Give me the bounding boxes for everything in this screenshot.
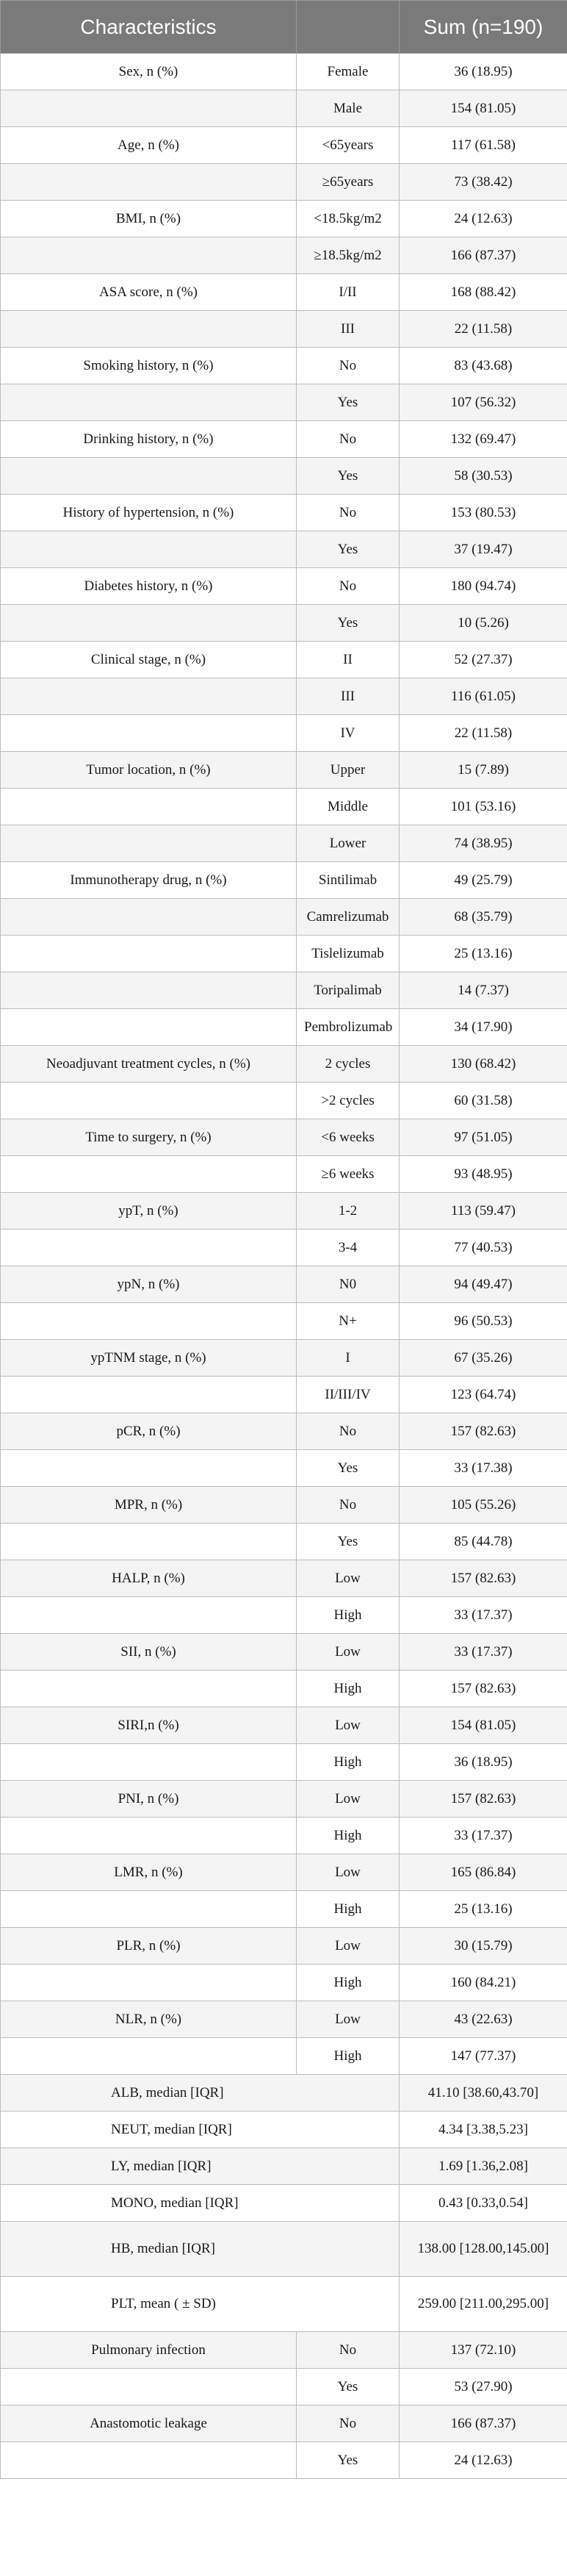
characteristic-cell: Sex, n (%) [1,54,297,90]
subgroup-cell: Lower [297,825,400,862]
characteristic-cell [1,1377,297,1413]
sum-cell: 41.10 [38.60,43.70] [400,2075,567,2112]
subgroup-cell: Female [297,54,400,90]
subgroup-cell: Yes [297,1450,400,1487]
table-row [1,384,567,421]
sum-cell: 138.00 [128.00,145.00] [400,2222,567,2277]
characteristic-cell: LY, median [IQR] [1,2148,400,2185]
subgroup-cell: No [297,1487,400,1524]
characteristic-cell [1,1524,297,1560]
sum-cell: 166 (87.37) [400,237,567,274]
characteristic-cell [1,936,297,972]
sum-cell: 97 (51.05) [400,1119,567,1156]
subgroup-cell: N0 [297,1266,400,1303]
characteristic-cell [1,825,297,862]
characteristic-cell: History of hypertension, n (%) [1,495,297,531]
characteristic-cell: Tumor location, n (%) [1,752,297,789]
subgroup-cell: Yes [297,2442,400,2479]
sum-cell: 0.43 [0.33,0.54] [400,2185,567,2222]
characteristic-cell: NLR, n (%) [1,2001,297,2038]
characteristic-cell: PLT, mean ( ± SD) [1,2277,400,2332]
table-row [1,1266,567,1303]
table-row [1,164,567,201]
sum-cell: 1.69 [1.36,2.08] [400,2148,567,2185]
table-row [1,789,567,825]
sum-cell: 14 (7.37) [400,972,567,1009]
subgroup-cell: High [297,1891,400,1928]
sum-cell: 157 (82.63) [400,1781,567,1818]
table-row [1,495,567,531]
subgroup-cell: Low [297,1854,400,1891]
table-row [1,1671,567,1707]
sum-cell: 53 (27.90) [400,2369,567,2405]
table-row [1,1597,567,1634]
table-row [1,1744,567,1781]
sum-cell: 25 (13.16) [400,1891,567,1928]
sum-cell: 10 (5.26) [400,605,567,642]
characteristic-cell: Time to surgery, n (%) [1,1119,297,1156]
characteristic-cell: Neoadjuvant treatment cycles, n (%) [1,1046,297,1083]
characteristic-cell [1,1671,297,1707]
characteristic-cell: PLR, n (%) [1,1928,297,1965]
characteristic-cell: pCR, n (%) [1,1413,297,1450]
table-body [1,54,567,2479]
table-row [1,1046,567,1083]
subgroup-cell: High [297,2038,400,2075]
table-row [1,1083,567,1119]
sum-cell: 157 (82.63) [400,1671,567,1707]
subgroup-cell: ≥6 weeks [297,1156,400,1193]
subgroup-cell: Low [297,2001,400,2038]
table-row [1,1854,567,1891]
sum-cell: 154 (81.05) [400,1707,567,1744]
subgroup-cell: Camrelizumab [297,899,400,936]
subgroup-cell: Yes [297,2369,400,2405]
sum-cell: 52 (27.37) [400,642,567,678]
sum-cell: 165 (86.84) [400,1854,567,1891]
sum-cell: 153 (80.53) [400,495,567,531]
characteristic-cell: Anastomotic leakage [1,2405,297,2442]
table-row [1,1340,567,1377]
sum-cell: 107 (56.32) [400,384,567,421]
sum-cell: 154 (81.05) [400,90,567,127]
sum-cell: 113 (59.47) [400,1193,567,1230]
subgroup-cell: <65years [297,127,400,164]
subgroup-cell: IV [297,715,400,752]
sum-cell: 58 (30.53) [400,458,567,495]
characteristic-cell: Diabetes history, n (%) [1,568,297,605]
table-row [1,421,567,458]
subgroup-cell: No [297,2405,400,2442]
subgroup-cell: >2 cycles [297,1083,400,1119]
characteristic-cell [1,384,297,421]
table-row [1,936,567,972]
sum-cell: 180 (94.74) [400,568,567,605]
subgroup-cell: Yes [297,458,400,495]
subgroup-cell: I [297,1340,400,1377]
table-row [1,90,567,127]
characteristic-cell: Smoking history, n (%) [1,348,297,384]
sum-cell: 168 (88.42) [400,274,567,311]
table-row [1,1230,567,1266]
characteristic-cell [1,458,297,495]
characteristic-cell: MONO, median [IQR] [1,2185,400,2222]
table-row [1,2038,567,2075]
subgroup-cell: High [297,1671,400,1707]
table-row [1,1450,567,1487]
sum-cell: 85 (44.78) [400,1524,567,1560]
subgroup-cell: High [297,1818,400,1854]
characteristic-cell [1,311,297,348]
subgroup-cell: Yes [297,384,400,421]
subgroup-cell: Toripalimab [297,972,400,1009]
subgroup-cell: No [297,495,400,531]
characteristic-cell [1,1597,297,1634]
sum-cell: 116 (61.05) [400,678,567,715]
subgroup-cell: No [297,421,400,458]
sum-cell: 67 (35.26) [400,1340,567,1377]
table-row [1,825,567,862]
characteristic-cell: Pulmonary infection [1,2332,297,2369]
sum-cell: 157 (82.63) [400,1413,567,1450]
sum-cell: 24 (12.63) [400,2442,567,2479]
table-row [1,1009,567,1046]
sum-cell: 33 (17.37) [400,1597,567,1634]
table-row [1,1891,567,1928]
table-row [1,752,567,789]
sum-cell: 73 (38.42) [400,164,567,201]
table-row [1,568,567,605]
subgroup-cell: Tislelizumab [297,936,400,972]
characteristic-cell: SIRI,n (%) [1,1707,297,1744]
sum-cell: 157 (82.63) [400,1560,567,1597]
table-row [1,1818,567,1854]
table-row [1,1193,567,1230]
sum-cell: 24 (12.63) [400,201,567,237]
sum-cell: 37 (19.47) [400,531,567,568]
characteristic-cell [1,164,297,201]
table-row [1,458,567,495]
subgroup-cell: III [297,678,400,715]
table-row [1,531,567,568]
characteristic-cell: MPR, n (%) [1,1487,297,1524]
table-row [1,862,567,899]
table-row [1,2277,567,2332]
sum-cell: 30 (15.79) [400,1928,567,1965]
table-row [1,2148,567,2185]
sum-cell: 147 (77.37) [400,2038,567,2075]
sum-cell: 94 (49.47) [400,1266,567,1303]
characteristic-cell: Age, n (%) [1,127,297,164]
subgroup-cell: N+ [297,1303,400,1340]
table-row [1,1781,567,1818]
characteristic-cell: ypTNM stage, n (%) [1,1340,297,1377]
table-row [1,678,567,715]
sum-cell: 36 (18.95) [400,54,567,90]
sum-cell: 49 (25.79) [400,862,567,899]
characteristic-cell: SII, n (%) [1,1634,297,1671]
sum-cell: 33 (17.37) [400,1634,567,1671]
table-row [1,1928,567,1965]
table-row [1,54,567,90]
sum-cell: 4.34 [3.38,5.23] [400,2112,567,2148]
table-row [1,2369,567,2405]
table-row [1,1487,567,1524]
subgroup-cell: 3-4 [297,1230,400,1266]
characteristic-cell: NEUT, median [IQR] [1,2112,400,2148]
characteristic-cell [1,1891,297,1928]
subgroup-cell: II [297,642,400,678]
subgroup-cell: 1-2 [297,1193,400,1230]
characteristic-cell [1,2369,297,2405]
characteristic-cell [1,605,297,642]
sum-cell: 22 (11.58) [400,311,567,348]
characteristic-cell [1,1965,297,2001]
table-row [1,2001,567,2038]
sum-cell: 68 (35.79) [400,899,567,936]
characteristic-cell [1,237,297,274]
subgroup-cell: Male [297,90,400,127]
header-characteristics: Characteristics [1,1,297,54]
header-sum: Sum (n=190) [400,1,567,54]
characteristic-cell [1,1303,297,1340]
subgroup-cell: Low [297,1928,400,1965]
sum-cell: 74 (38.95) [400,825,567,862]
characteristic-cell [1,715,297,752]
sum-cell: 83 (43.68) [400,348,567,384]
subgroup-cell: High [297,1744,400,1781]
subgroup-cell: Yes [297,1524,400,1560]
sum-cell: 160 (84.21) [400,1965,567,2001]
table-row [1,972,567,1009]
subgroup-cell: No [297,568,400,605]
table-row [1,1524,567,1560]
sum-cell: 123 (64.74) [400,1377,567,1413]
characteristic-cell: HALP, n (%) [1,1560,297,1597]
subgroup-cell: No [297,2332,400,2369]
characteristic-cell [1,1818,297,1854]
sum-cell: 132 (69.47) [400,421,567,458]
header-row [1,1,567,54]
sum-cell: 101 (53.16) [400,789,567,825]
table-row [1,642,567,678]
subgroup-cell: 2 cycles [297,1046,400,1083]
subgroup-cell: Low [297,1634,400,1671]
subgroup-cell: Yes [297,605,400,642]
characteristic-cell: ALB, median [IQR] [1,2075,400,2112]
characteristic-cell: ASA score, n (%) [1,274,297,311]
characteristic-cell [1,90,297,127]
table-row [1,715,567,752]
table-row [1,1377,567,1413]
characteristic-cell: Clinical stage, n (%) [1,642,297,678]
characteristic-cell [1,899,297,936]
characteristic-cell: Immunotherapy drug, n (%) [1,862,297,899]
table-row [1,1413,567,1450]
characteristic-cell [1,1009,297,1046]
sum-cell: 15 (7.89) [400,752,567,789]
table-row [1,2112,567,2148]
table-row [1,1119,567,1156]
table-row [1,1303,567,1340]
table-row [1,1965,567,2001]
subgroup-cell: High [297,1965,400,2001]
characteristic-cell [1,1744,297,1781]
subgroup-cell: High [297,1597,400,1634]
subgroup-cell: Sintilimab [297,862,400,899]
table-row [1,201,567,237]
characteristic-cell [1,2442,297,2479]
subgroup-cell: No [297,348,400,384]
subgroup-cell: ≥18.5kg/m2 [297,237,400,274]
table-row [1,311,567,348]
subgroup-cell: No [297,1413,400,1450]
table-row [1,274,567,311]
table-row [1,1707,567,1744]
sum-cell: 77 (40.53) [400,1230,567,1266]
subgroup-cell: Pembrolizumab [297,1009,400,1046]
characteristic-cell: ypT, n (%) [1,1193,297,1230]
sum-cell: 166 (87.37) [400,2405,567,2442]
subgroup-cell: Yes [297,531,400,568]
sum-cell: 93 (48.95) [400,1156,567,1193]
sum-cell: 36 (18.95) [400,1744,567,1781]
subgroup-cell: <18.5kg/m2 [297,201,400,237]
characteristic-cell [1,1230,297,1266]
characteristic-cell: BMI, n (%) [1,201,297,237]
subgroup-cell: Upper [297,752,400,789]
table-row [1,2332,567,2369]
table-row [1,348,567,384]
subgroup-cell: Low [297,1781,400,1818]
characteristic-cell [1,678,297,715]
subgroup-cell: Low [297,1560,400,1597]
table-row [1,2442,567,2479]
sum-cell: 25 (13.16) [400,936,567,972]
table-row [1,1634,567,1671]
characteristic-cell [1,1083,297,1119]
characteristic-cell [1,1156,297,1193]
subgroup-cell: III [297,311,400,348]
characteristic-cell [1,789,297,825]
subgroup-cell: I/II [297,274,400,311]
sum-cell: 43 (22.63) [400,2001,567,2038]
characteristic-cell [1,531,297,568]
table-row [1,605,567,642]
table-row [1,2222,567,2277]
sum-cell: 33 (17.37) [400,1818,567,1854]
sum-cell: 34 (17.90) [400,1009,567,1046]
header-subgroup [297,1,400,54]
sum-cell: 33 (17.38) [400,1450,567,1487]
table-row [1,2185,567,2222]
characteristic-cell [1,2038,297,2075]
characteristic-cell [1,1450,297,1487]
table-row [1,2075,567,2112]
characteristic-cell: PNI, n (%) [1,1781,297,1818]
table-row [1,127,567,164]
sum-cell: 96 (50.53) [400,1303,567,1340]
characteristic-cell: HB, median [IQR] [1,2222,400,2277]
characteristic-cell: Drinking history, n (%) [1,421,297,458]
sum-cell: 130 (68.42) [400,1046,567,1083]
subgroup-cell: Low [297,1707,400,1744]
subgroup-cell: <6 weeks [297,1119,400,1156]
table-row [1,1560,567,1597]
table-row [1,899,567,936]
subgroup-cell: II/III/IV [297,1377,400,1413]
characteristic-cell: ypN, n (%) [1,1266,297,1303]
subgroup-cell: ≥65years [297,164,400,201]
characteristic-cell [1,972,297,1009]
subgroup-cell: Middle [297,789,400,825]
sum-cell: 22 (11.58) [400,715,567,752]
characteristic-cell: LMR, n (%) [1,1854,297,1891]
table-row [1,237,567,274]
table-row [1,1156,567,1193]
sum-cell: 105 (55.26) [400,1487,567,1524]
sum-cell: 60 (31.58) [400,1083,567,1119]
sum-cell: 117 (61.58) [400,127,567,164]
sum-cell: 137 (72.10) [400,2332,567,2369]
table-row [1,2405,567,2442]
sum-cell: 259.00 [211.00,295.00] [400,2277,567,2332]
